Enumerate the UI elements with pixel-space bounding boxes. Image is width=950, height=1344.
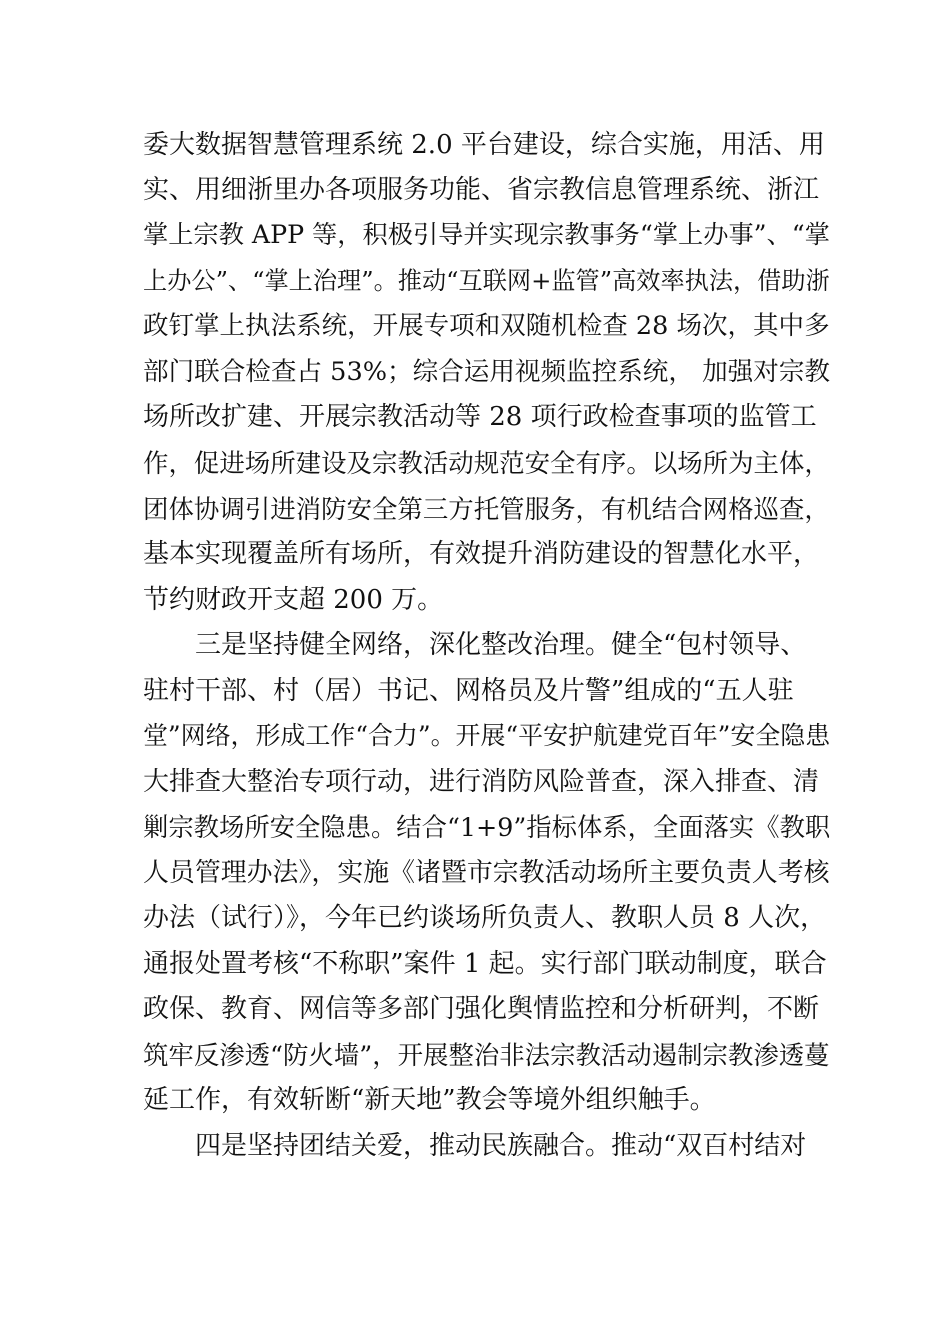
body-text-line: 团体协调引进消防安全第三方托管服务，有机结合网格巡查， [143,494,830,524]
body-text-line: 办法（试行）》，今年已约谈场所负责人、教职人员 8 人次， [143,903,827,933]
body-text-line: 筑牢反渗透“防火墙”，开展整治非法宗教活动遏制宗教渗透蔓 [143,1040,830,1070]
body-text-line: 基本实现覆盖所有场所，有效提升消防建设的智慧化水平， [143,539,820,569]
body-text-line: 场所改扩建、开展宗教活动等 28 项行政检查事项的监管工 [143,402,817,432]
paragraph-first-line: 三是坚持健全网络，深化整改治理。健全“包村领导、 [195,630,807,660]
body-text-line: 人员管理办法》，实施《诸暨市宗教活动场所主要负责人考核 [143,858,830,888]
body-text-line: 部门联合检查占 53%；综合运用视频监控系统， 加强对宗教 [143,357,830,387]
paragraph-first-line: 四是坚持团结关爱，推动民族融合。推动“双百村结对 [195,1131,807,1161]
body-text-line: 驻村干部、村（居）书记、网格员及片警”组成的“五人驻 [143,676,794,706]
body-text-line: 实、用细浙里办各项服务功能、省宗教信息管理系统、浙江 [143,175,820,205]
body-text-line: 大排查大整治专项行动，进行消防风险普查，深入排查、清 [143,767,820,797]
body-text-line: 节约财政开支超 200 万。 [143,585,444,615]
body-text-line: 通报处置考核“不称职”案件 1 起。实行部门联动制度，联合 [143,949,827,979]
body-text-line: 委大数据智慧管理系统 2.0 平台建设，综合实施，用活、用 [143,130,825,160]
body-text-line: 剿宗教场所安全隐患。结合“1+9”指标体系，全面落实《教职 [143,812,831,842]
body-text-line: 掌上宗教 APP 等，积极引导并实现宗教事务“掌上办事”、“掌 [143,220,830,249]
body-text-line: 政钉掌上执法系统，开展专项和双随机检查 28 场次，其中多 [143,311,830,341]
body-text-line: 作，促进场所建设及宗教活动规范安全有序。以场所为主体， [143,448,830,478]
body-text-line: 政保、教育、网信等多部门强化舆情监控和分析研判，不断 [143,994,820,1024]
body-text-line: 延工作，有效斩断“新天地”教会等境外组织触手。 [143,1085,716,1115]
body-text-line: 堂”网络，形成工作“合力”。开展“平安护航建党百年”安全隐患 [143,721,831,750]
body-text-line: 上办公”、“掌上治理”。推动“互联网+监管”高效率执法，借助浙 [143,267,830,295]
